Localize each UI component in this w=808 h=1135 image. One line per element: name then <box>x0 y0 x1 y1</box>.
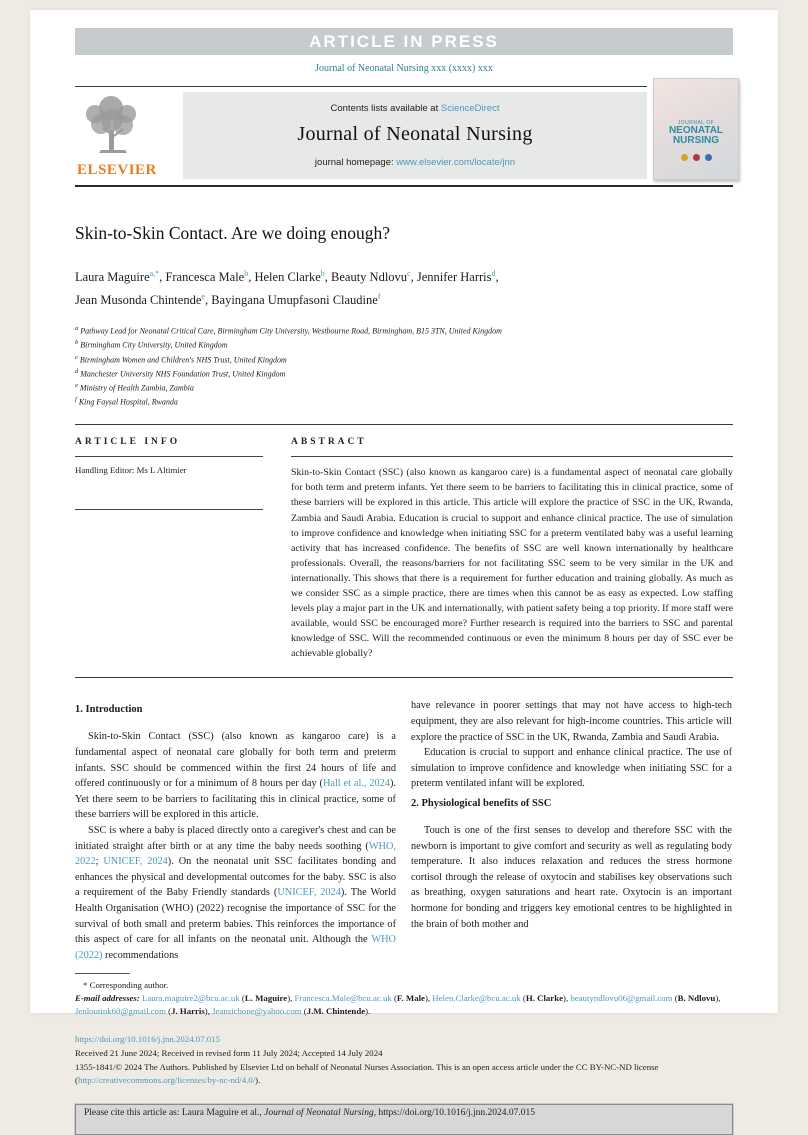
received-dates-line: Received 21 June 2024; Received in revised form 11 July 2024; Accepted 14 July 2024 <box>75 1048 383 1059</box>
email-link[interactable]: Laura.maguire2@bcu.ac.uk <box>141 993 240 1004</box>
cover-title-line3: NURSING <box>672 134 720 146</box>
author: Laura Maguire$^{a,*}$, <box>75 269 163 285</box>
authors-line <box>75 264 733 310</box>
author: Beauty Ndlovu$^c$, <box>331 269 414 285</box>
body-paragraph: SSC is where a baby is placed directly onto a caregiver's chest and can be initiated straight after birth or at any time the baby needs soothing (WHO, 2022; UNICEF, 2024). On the neonatal unit SSC facilitates bonding and enhances the physical and developmental outcomes for the baby. SSC is also a requirement of the Baby Friendly standards (UNICEF, 2024). The World Health Organisation (WHO) (2022) recognise the importance of SSC for the survival of both small and preterm babies. This reinforces the importance of this aspect of care for all infants on the neonatal unit. Although the WHO (2022) recommendations <box>75 825 397 961</box>
cover-title-line1: JOURNAL OF <box>677 119 715 126</box>
citation-link[interactable]: WHO (2022) <box>75 934 396 961</box>
text-segment: ( <box>239 993 245 1004</box>
citation-box <box>75 1104 733 1135</box>
elsevier-logo <box>75 92 183 179</box>
elsevier-wordmark: ELSEVIER <box>77 162 157 178</box>
homepage-line <box>315 157 515 168</box>
text-segment: J.M. Chintende <box>306 1006 366 1017</box>
body-paragraph: Education is crucial to support and enhance clinical practice. The use of simulation to improve confidence and knowledge when initiating SSC for a preterm ventilated infant will be explored. <box>411 747 732 790</box>
author: Jean Musonda Chintende$^e$, <box>75 292 209 308</box>
email-link[interactable]: Jeansichone@yahoo.com <box>212 1006 302 1017</box>
article-info-heading: ARTICLE INFO <box>75 437 181 448</box>
affiliation: $^b$ Birmingham City University, United Kingdom <box>75 339 228 351</box>
text-segment: Please cite this article as: Laura Maguire et al., <box>84 1108 265 1119</box>
text-segment: ). <box>255 1075 261 1086</box>
article-info-column <box>75 437 263 661</box>
citation-link[interactable]: Hall et al., 2024 <box>322 778 390 790</box>
text-segment: ( <box>520 993 526 1004</box>
info-abstract-section <box>75 425 733 678</box>
license-link[interactable]: http://creativecommons.org/licenses/by-nc-nd/4.0/ <box>77 1075 256 1086</box>
citation-link[interactable]: UNICEF, 2024 <box>103 856 168 868</box>
affiliation: $^c$ Birmingham Women and Children's NHS Trust, United Kingdom <box>75 353 287 365</box>
text-segment: L. Maguire <box>244 993 288 1004</box>
email-addresses-line <box>75 992 733 1018</box>
citation-link[interactable]: UNICEF, 2024 <box>277 887 341 899</box>
body-paragraph: have relevance in poorer settings that may not have access to high-tech equipment, they are also relevant for high-income countries. This article will explore the practice of SSC in the UK, Rwanda, Zambia and Saudi Arabia. <box>411 700 732 743</box>
abstract-column <box>291 437 733 661</box>
text-segment: 1355-1841/© 2024 The Authors. Published by Elsevier Ltd on behalf of Neonatal Nurses Association. This is an open access article under the CC BY-NC-ND license ( <box>75 1062 659 1086</box>
text-segment: ), <box>287 993 295 1004</box>
text-segment: B. Ndlovu <box>677 993 716 1004</box>
text-segment: ), <box>563 993 571 1004</box>
text-segment: ), <box>715 993 721 1004</box>
homepage-prefix: journal homepage: <box>314 157 397 168</box>
abstract-rule <box>291 456 733 457</box>
text-segment: ), <box>424 993 433 1004</box>
email-link[interactable]: Francesca.Male@bcu.ac.uk <box>294 993 392 1004</box>
author: Jennifer Harris$^d$, <box>416 269 499 285</box>
text-segment: ( <box>301 1006 307 1017</box>
contents-list-line <box>331 103 500 114</box>
email-link[interactable]: beautyndlovu06@gmail.com <box>570 993 673 1004</box>
body-paragraph: Skin-to-Skin Contact (SSC) (also known as kangaroo care) is a fundamental aspect of neonatal care globally for both term and preterm infants. SSC should be commenced within the first 24 hours of life and offered continuously or for a minimum of 8 hours per day (Hall et al., 2024). Yet there seem to be barriers to facilitating this in clinical practice, some of these barriers will be explored in this article. <box>75 731 396 821</box>
text-segment: Journal of Neonatal Nursing <box>264 1108 374 1119</box>
header-rule-bottom <box>75 185 733 187</box>
article-page <box>30 10 778 1119</box>
corresponding-author-note: * Corresponding author. <box>83 980 169 991</box>
body-columns <box>75 698 733 963</box>
journal-reference-line: Journal of Neonatal Nursing xxx (xxxx) xxx <box>315 63 493 74</box>
affiliation: $^e$ Ministry of Health Zambia, Zambia <box>75 381 194 393</box>
text-segment: ( <box>672 993 678 1004</box>
abstract-heading: ABSTRACT <box>291 437 367 448</box>
handling-editor-line: Handling Editor: Ms L Altimier <box>75 465 187 476</box>
text-segment: H. Clarke <box>525 993 564 1004</box>
body-column-right <box>411 698 732 963</box>
body-column-left <box>75 698 396 963</box>
affiliation: $^f$ King Faysal Hospital, Rwanda <box>75 396 178 407</box>
text-segment: , https://doi.org/10.1016/j.jnn.2024.07.015 <box>373 1108 536 1119</box>
section-heading: 2. Physiological benefits of SSC <box>411 798 552 810</box>
sciencedirect-link[interactable]: ScienceDirect <box>440 103 500 114</box>
footnote-rule <box>75 973 130 974</box>
body-paragraph: Touch is one of the first senses to develop and therefore SSC with the newborn is important to give comfort and security as well as regulating body temperature. It also induces relaxation and reduces the stress hormone cortisol through the release of oxytocin and stabilises key observations such as breathing, oxygen saturations and heart rate. Oxytocin is an important hormone for bonding and triggers key emotional centres to be highlighted in the brain of both mother and <box>411 825 732 930</box>
article-info-rule <box>75 456 263 457</box>
citation-link[interactable]: WHO, 2022 <box>75 840 396 868</box>
journal-homepage-link[interactable]: www.elsevier.com/locate/jnn <box>396 157 516 168</box>
section-heading: 1. Introduction <box>75 704 143 716</box>
author: Helen Clarke$^b$, <box>254 269 328 285</box>
author: Bayingana Umupfasoni Claudine$^f$ <box>211 292 381 308</box>
cover-logos <box>681 154 712 161</box>
journal-title: Journal of Neonatal Nursing <box>297 123 533 145</box>
cover-title-line2: NEONATAL <box>668 124 724 136</box>
journal-cover-thumbnail <box>653 78 739 180</box>
affiliation: $^a$ Pathway Lead for Neonatal Critical Care, Birmingham City University, Westbourne Road, Birmingham, B15 3TN, United Kingdom <box>75 325 502 336</box>
article-title: Skin-to-Skin Contact. Are we doing enough? <box>75 223 390 243</box>
text-segment: ), <box>204 1006 213 1017</box>
article-info-rule-bottom <box>75 509 263 510</box>
text-segment: ). <box>365 1006 371 1017</box>
affiliations-list <box>75 323 733 408</box>
text-segment: ( <box>165 1006 172 1017</box>
elsevier-tree-icon <box>77 94 149 161</box>
email-link[interactable]: Helen.Clarke@bcu.ac.uk <box>432 993 521 1004</box>
journal-header <box>75 86 733 187</box>
affiliation: $^d$ Manchester University NHS Foundation Trust, United Kingdom <box>75 367 286 379</box>
text-segment: F. Male <box>396 993 425 1004</box>
text-segment: ( <box>391 993 397 1004</box>
doi-link[interactable]: https://doi.org/10.1016/j.jnn.2024.07.015 <box>75 1034 220 1045</box>
email-link[interactable]: Jenloutink60@gmail.com <box>75 1006 166 1017</box>
contents-prefix: Contents lists available at <box>330 103 441 114</box>
email-addresses-label: E-mail addresses: <box>75 993 142 1004</box>
abstract-text: Skin-to-Skin Contact (SSC) (also known as kangaroo care) is a fundamental aspect of neonatal care globally for both term and preterm infants. Yet there seem to be barriers to facilitating this in clinical practice, some of these barriers will be explored in this article. This article will explore the practice of SSC in the UK, Rwanda, Zambia and Saudi Arabia. Education is crucial to support and enhance clinical practice. The use of simulation to improve confidence and knowledge when initiating SSC for a preterm ventilated baby was a useful learning activity that has increased confidence. The benefits of SSC are well known internationally by healthcare professionals. Overall, the reasons/barriers for not facilitating SSC seem to be very similar in the UK and internationally. This shows that there is a requirement for further education and training globally. As much as we consider SSC as a simple practice, there are times when this cannot be as easy as expected. Low staffing levels play a major part in the UK and internationally, with patient safety being a top priority. If more staff were available, would SSC be encouraged more? Further research is required into the barriers to SSC and parental knowledge of SSC. Will the recommended continuous or even the minimum 8 hours per day of SSC ever be achievable globally? <box>291 467 733 660</box>
article-in-press-banner: ARTICLE IN PRESS <box>75 28 733 55</box>
author: Francesca Male$^b$, <box>165 269 252 285</box>
journal-masthead-box <box>183 92 647 179</box>
text-segment: J. Harris <box>171 1006 205 1017</box>
email-addresses-segments <box>75 993 720 1016</box>
copyright-line <box>75 1061 733 1087</box>
